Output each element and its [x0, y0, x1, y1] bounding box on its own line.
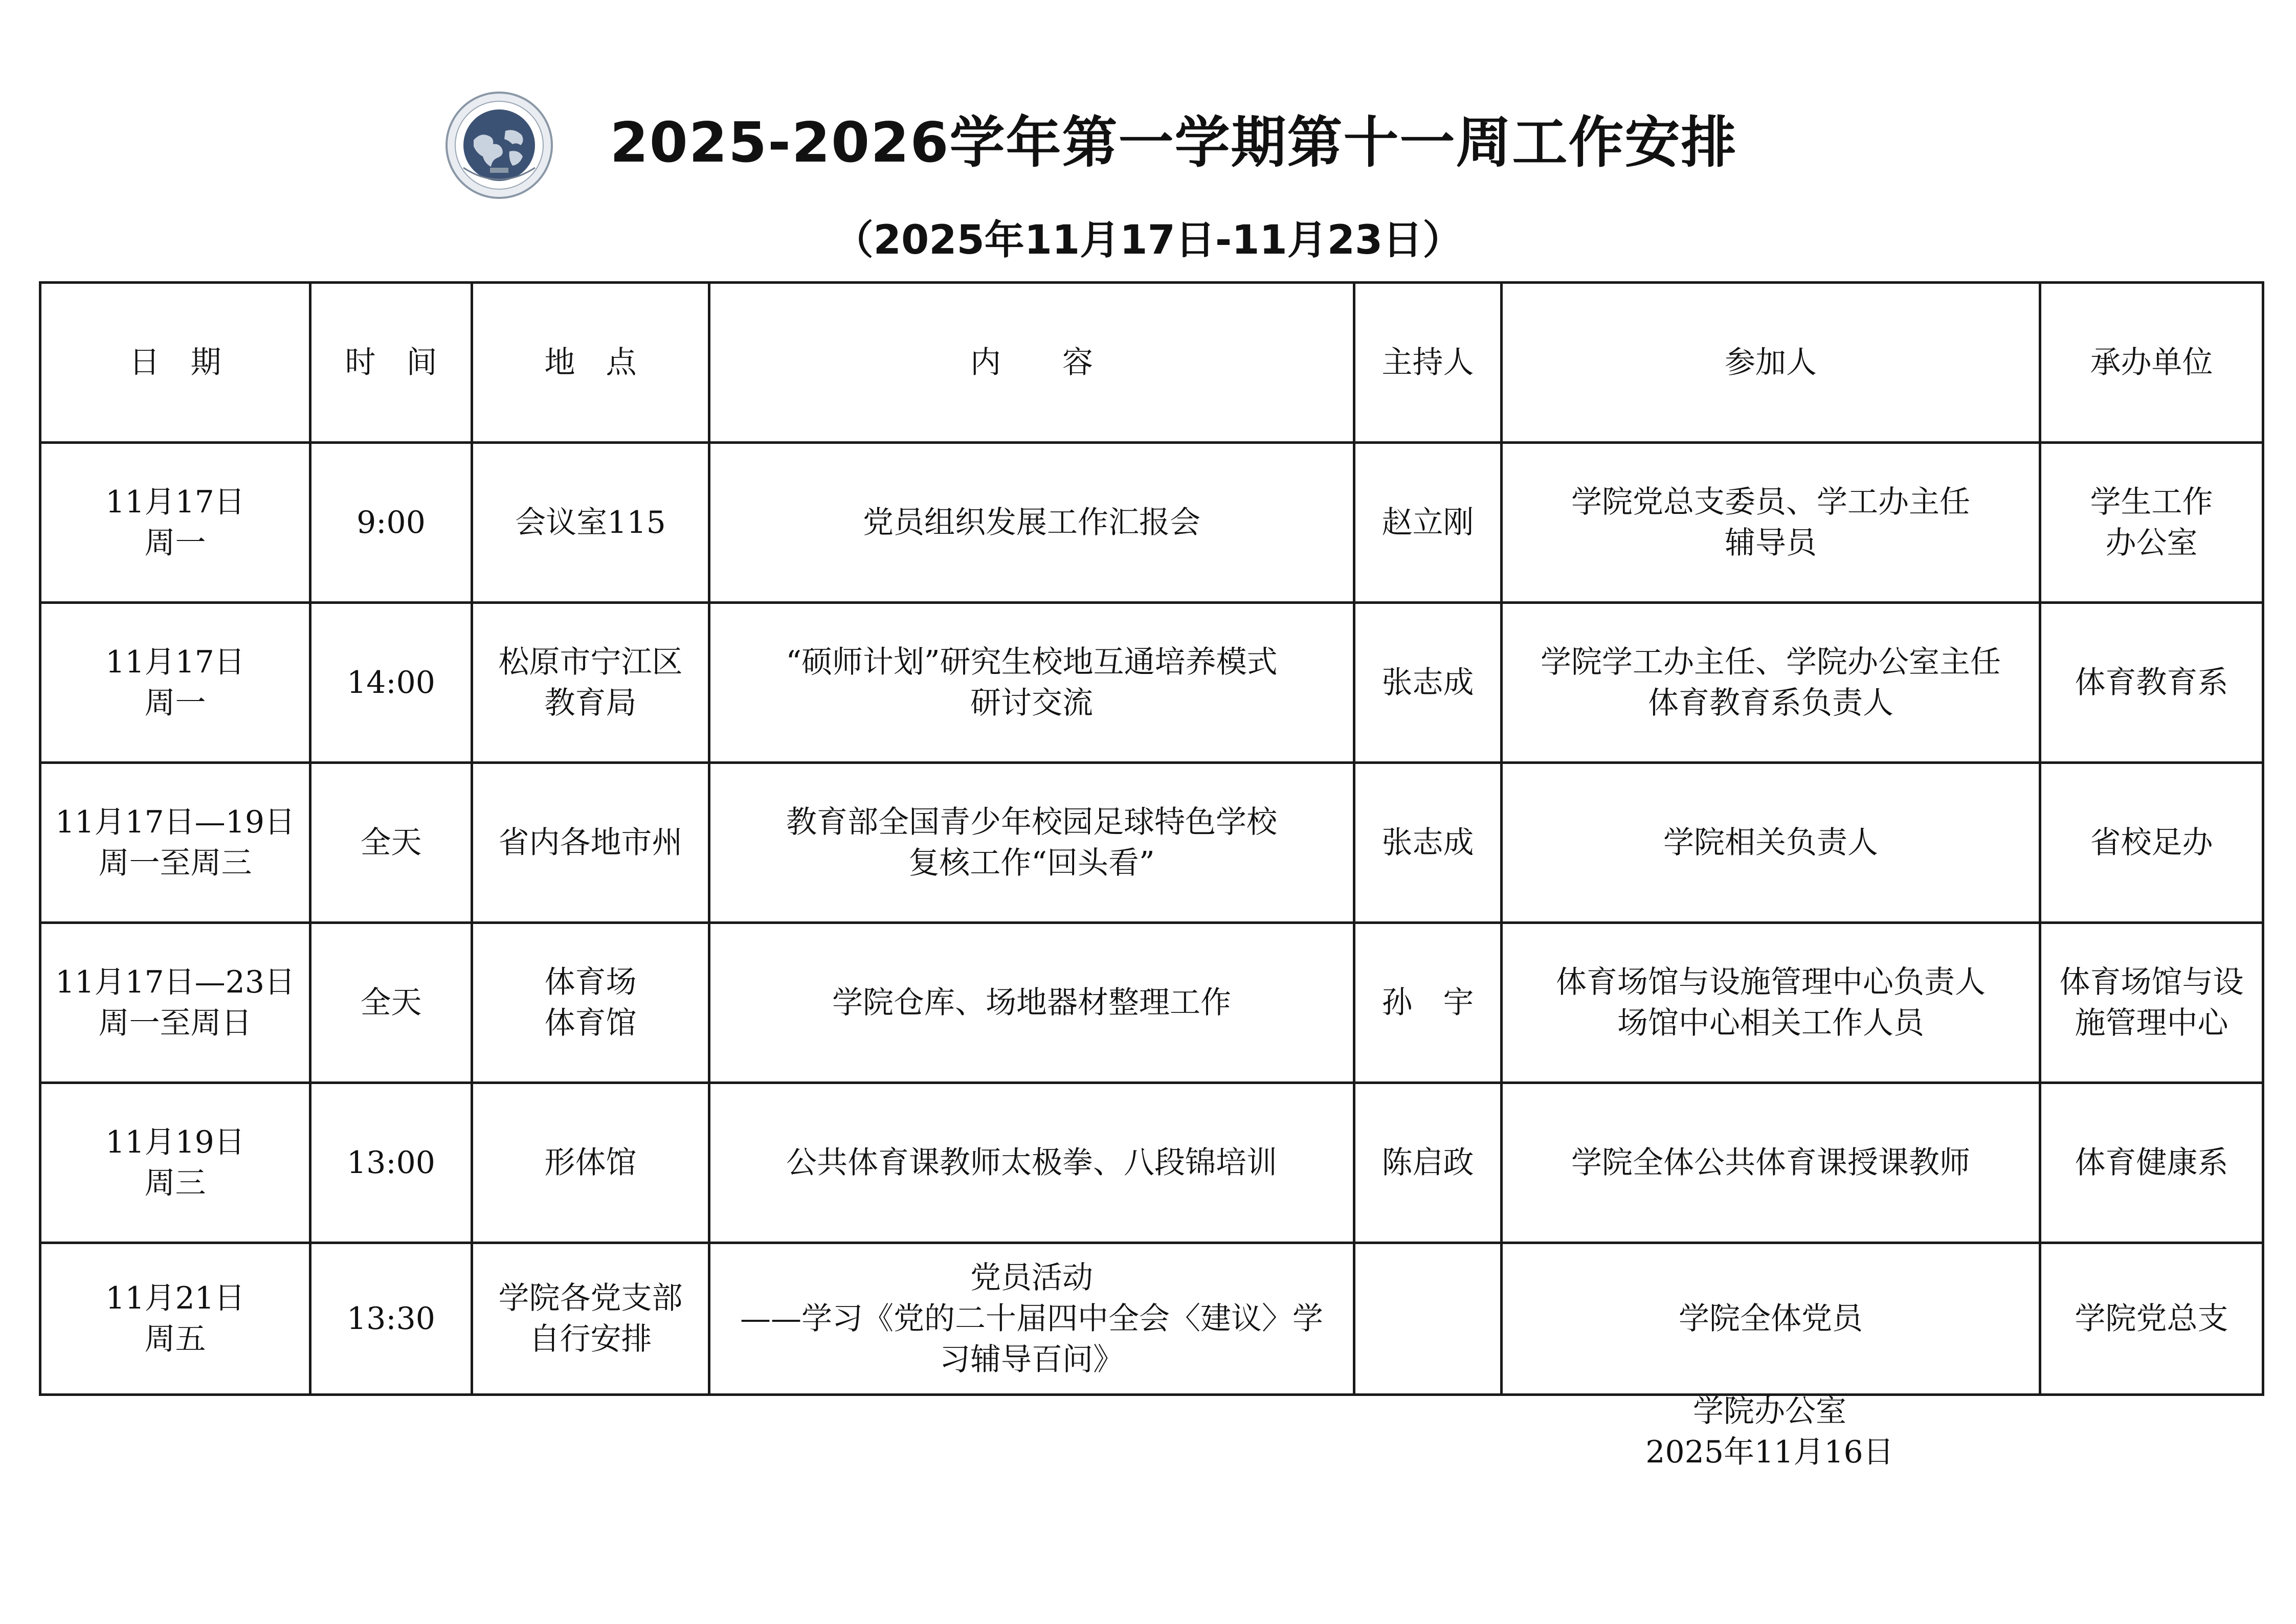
place-cell	[472, 763, 709, 923]
date-cell	[40, 923, 310, 1083]
place-text: 省内各地市州	[498, 825, 683, 861]
place-text: 体育场	[544, 964, 637, 1000]
participants-text: 体育场馆与设施管理中心负责人	[1556, 964, 1986, 1000]
host-cell: 张志成	[1354, 763, 1502, 923]
organizer-cell	[2040, 1243, 2263, 1395]
weekday-text: 周一至周三	[98, 845, 252, 881]
table-row	[40, 923, 2263, 1083]
table-row	[40, 443, 2263, 603]
date-text: 11月17日	[105, 644, 245, 680]
host-cell: 赵立刚	[1354, 443, 1502, 603]
place-cell	[472, 1083, 709, 1243]
content-cell	[709, 923, 1354, 1083]
organizer-text: 施管理中心	[2075, 1005, 2228, 1041]
participants-text: 学院学工办主任、学院办公室主任	[1541, 644, 2001, 680]
column-header-participants: 参加人	[1502, 283, 2040, 443]
column-header-date: 日 期	[40, 283, 310, 443]
time-cell: 9:00	[310, 443, 472, 603]
date-text: 11月19日	[105, 1124, 245, 1160]
content-cell	[709, 443, 1354, 603]
host-cell: 陈启政	[1354, 1083, 1502, 1243]
place-text: 松原市宁江区	[498, 644, 683, 680]
date-text: 11月17日—23日	[55, 964, 296, 1000]
table-row	[40, 1243, 2263, 1395]
place-text: 自行安排	[529, 1321, 652, 1357]
participants-cell	[1502, 923, 2040, 1083]
content-text: “硕师计划”研究生校地互通培养模式	[786, 644, 1278, 680]
participants-text: 体育教育系负责人	[1648, 685, 1893, 721]
host-cell	[1354, 1243, 1502, 1395]
content-cell	[709, 1083, 1354, 1243]
organizer-cell	[2040, 443, 2263, 603]
weekday-text: 周一	[144, 685, 206, 721]
date-cell	[40, 603, 310, 763]
time-cell: 13:30	[310, 1243, 472, 1395]
organizer-text: 体育教育系	[2075, 665, 2228, 701]
table-row	[40, 1083, 2263, 1243]
weekday-text: 周一	[144, 525, 206, 561]
date-cell	[40, 1083, 310, 1243]
place-text: 体育馆	[544, 1005, 637, 1041]
place-cell	[472, 1243, 709, 1395]
place-text: 学院各党支部	[498, 1280, 683, 1316]
participants-cell	[1502, 1083, 2040, 1243]
content-text: 公共体育课教师太极拳、八段锦培训	[786, 1145, 1277, 1181]
content-cell	[709, 603, 1354, 763]
page-subtitle: （2025年11月17日-11月23日）	[833, 217, 1463, 263]
organizer-text: 省校足办	[2090, 825, 2213, 861]
content-text: 教育部全国青少年校园足球特色学校	[786, 804, 1277, 840]
participants-text: 学院全体公共体育课授课教师	[1571, 1145, 1970, 1181]
column-header-place: 地 点	[472, 283, 709, 443]
organizer-text: 体育健康系	[2075, 1145, 2228, 1181]
weekday-text: 周三	[144, 1165, 206, 1201]
participants-cell	[1502, 603, 2040, 763]
participants-text: 辅导员	[1725, 525, 1817, 561]
time-cell: 全天	[310, 763, 472, 923]
column-header-content: 内 容	[709, 283, 1354, 443]
date-text: 11月17日	[105, 484, 245, 520]
organizer-cell	[2040, 1083, 2263, 1243]
date-cell	[40, 763, 310, 923]
content-text: 学院仓库、场地器材整理工作	[832, 985, 1231, 1021]
place-text: 会议室115	[515, 505, 666, 540]
footer-office: 学院办公室	[1693, 1393, 1846, 1429]
participants-text: 学院党总支委员、学工办主任	[1571, 484, 1970, 520]
host-cell: 张志成	[1354, 603, 1502, 763]
organizer-text: 体育场馆与设	[2059, 964, 2244, 1000]
table-header-row	[40, 283, 2263, 443]
place-text: 教育局	[544, 685, 637, 721]
content-text: 复核工作“回头看”	[908, 845, 1155, 881]
participants-text: 学院相关负责人	[1663, 825, 1878, 861]
content-text: 党员组织发展工作汇报会	[863, 505, 1200, 540]
content-cell	[709, 763, 1354, 923]
column-header-host: 主持人	[1354, 283, 1502, 443]
organizer-text: 学生工作	[2090, 484, 2213, 520]
table-row	[40, 603, 2263, 763]
place-text: 形体馆	[544, 1145, 637, 1181]
column-header-organizer: 承办单位	[2040, 283, 2263, 443]
content-text: 习辅导百问》	[940, 1342, 1124, 1378]
participants-cell	[1502, 1243, 2040, 1395]
place-cell	[472, 603, 709, 763]
content-cell	[709, 1243, 1354, 1395]
time-cell: 14:00	[310, 603, 472, 763]
place-cell	[472, 923, 709, 1083]
table-row	[40, 763, 2263, 923]
footer-signature	[1550, 1391, 1990, 1473]
weekday-text: 周一至周日	[98, 1005, 252, 1041]
content-text: 研讨交流	[970, 685, 1093, 721]
page-title: 2025-2026学年第一学期第十一周工作安排	[610, 111, 1737, 175]
content-text: 党员活动	[970, 1260, 1093, 1296]
place-cell	[472, 443, 709, 603]
date-text: 11月21日	[105, 1280, 245, 1316]
footer-date: 2025年11月16日	[1645, 1434, 1894, 1470]
organizer-text: 办公室	[2105, 525, 2198, 561]
time-cell: 全天	[310, 923, 472, 1083]
schedule-table	[39, 281, 2264, 1396]
date-cell	[40, 443, 310, 603]
participants-text: 学院全体党员	[1679, 1301, 1863, 1337]
content-text: ——学习《党的二十届四中全会〈建议〉学	[740, 1301, 1323, 1337]
participants-cell	[1502, 443, 2040, 603]
date-text: 11月17日—19日	[55, 804, 296, 840]
date-cell	[40, 1243, 310, 1395]
organizer-cell	[2040, 603, 2263, 763]
weekday-text: 周五	[144, 1321, 206, 1357]
time-cell: 13:00	[310, 1083, 472, 1243]
participants-text: 场馆中心相关工作人员	[1617, 1005, 1924, 1041]
organizer-cell	[2040, 923, 2263, 1083]
column-header-time: 时 间	[310, 283, 472, 443]
organizer-text: 学院党总支	[2075, 1301, 2228, 1337]
organizer-cell	[2040, 763, 2263, 923]
host-cell: 孙 宇	[1354, 923, 1502, 1083]
participants-cell	[1502, 763, 2040, 923]
